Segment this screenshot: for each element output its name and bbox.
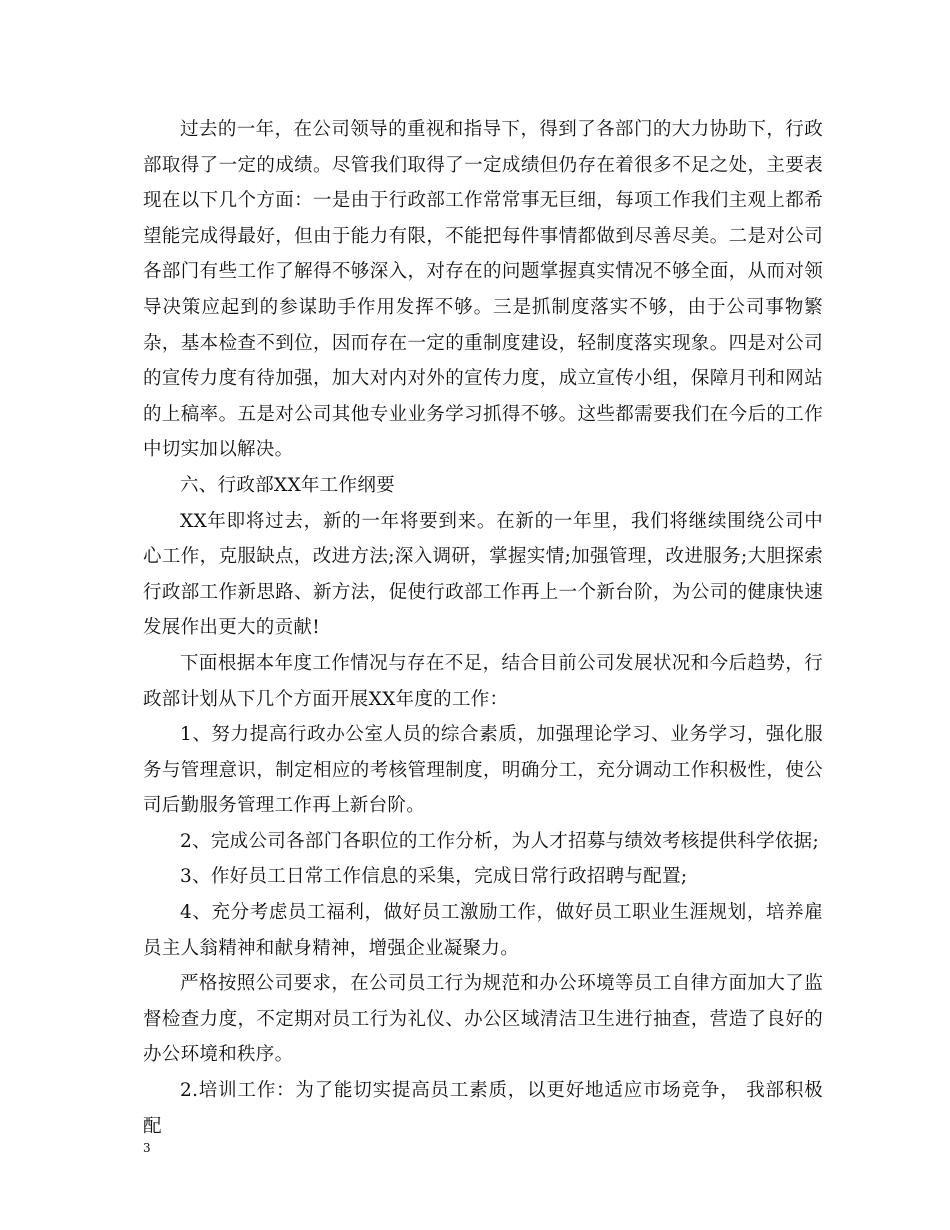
section-heading: 六、行政部XX年工作纲要: [180, 474, 395, 496]
plan-item-3: 3、作好员工日常工作信息的采集，完成日常行政招聘与配置;: [180, 866, 688, 888]
paragraph-supervision: 严格按照公司要求，在公司员工行为规范和办公环境等员工自律方面加大了监督检查力度，不定期对员工行为礼仪、办公区域清洁卫生进行抽查，营造了良好的办公环境和秩序。: [143, 973, 823, 1066]
plan-item-2: 2、完成公司各部门各职位的工作分析，为人才招募与绩效考核提供科学依据;: [180, 830, 820, 852]
document-body: [143, 112, 823, 1144]
paragraph-outlook: XX年即将过去，新的一年将要到来。在新的一年里，我们将继续围绕公司中心工作，克服缺点，改进方法;深入调研，掌握实情;加强管理，改进服务;大胆探索行政部工作新思路、新方法，促使行政部工作再上一个新台阶，为公司的健康快速发展作出更大的贡献!: [143, 510, 823, 639]
paragraph-training: 2.培训工作：为了能切实提高员工素质，以更好地适应市场竞争， 我部积极配: [143, 1080, 823, 1137]
plan-item-1: 1、努力提高行政办公室人员的综合素质，加强理论学习、业务学习，强化服务与管理意识，制定相应的考核管理制度，明确分工，充分调动工作积极性，使公司后勤服务管理工作再上新台阶。: [143, 724, 823, 817]
plan-item-4: 4、充分考虑员工福利，做好员工激励工作，做好员工职业生涯规划，培养雇员主人翁精神和献身精神，增强企业凝聚力。: [143, 902, 823, 959]
paragraph-plan-intro: 下面根据本年度工作情况与存在不足，结合目前公司发展状况和今后趋势，行政部计划从下几个方面开展XX年度的工作：: [143, 652, 823, 710]
paragraph-summary: 过去的一年，在公司领导的重视和指导下，得到了各部门的大力协助下，行政部取得了一定的成绩。尽管我们取得了一定成绩但仍存在着很多不足之处，主要表现在以下几个方面：一是由于行政部工作常常事无巨细，每项工作我们主观上都希望能完成得最好，但由于能力有限，不能把每件事情都做到尽善尽美。二是对公司各部门有些工作了解得不够深入，对存在的问题掌握真实情况不够全面，从而对领导决策应起到的参谋助手作用发挥不够。三是抓制度落实不够，由于公司事物繁杂，基本检查不到位，因而存在一定的重制度建设，轻制度落实现象。四是对公司的宣传力度有待加强，加大对内对外的宣传力度，成立宣传小组，保障月刊和网站的上稿率。五是对公司其他专业业务学习抓得不够。这些都需要我们在今后的工作中切实加以解决。: [143, 119, 823, 461]
page-number: 3: [143, 1141, 151, 1155]
